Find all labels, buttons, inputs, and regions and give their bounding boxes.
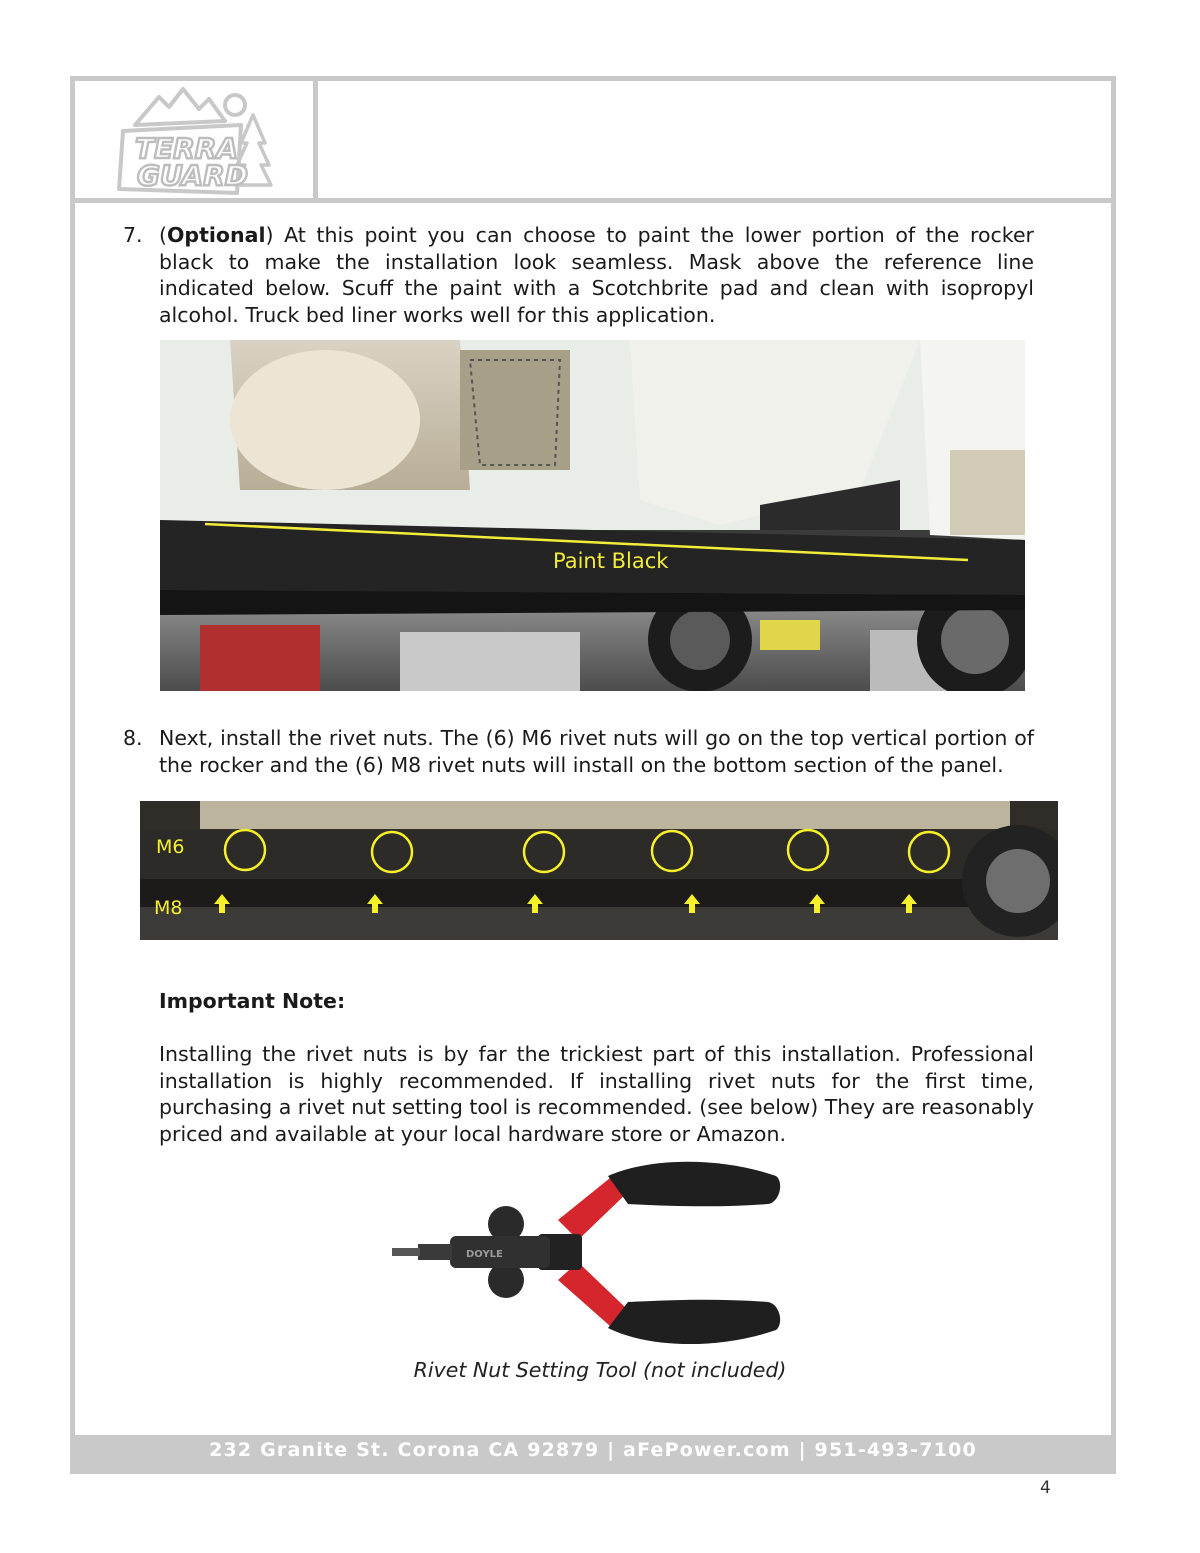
m8-label: M8 bbox=[154, 897, 183, 919]
step-7-paragraph bbox=[123, 222, 1034, 328]
rivet-nut-illustration bbox=[140, 801, 1058, 940]
step-7-number: 7. bbox=[123, 223, 143, 247]
important-note-title: Important Note: bbox=[159, 989, 346, 1013]
terra-guard-logo bbox=[113, 85, 278, 197]
rocker-paint-illustration bbox=[160, 340, 1025, 691]
logo-text-terra: TERRA bbox=[135, 132, 239, 165]
step-7-optional: Optional bbox=[167, 223, 266, 247]
page-number: 4 bbox=[1040, 1478, 1051, 1498]
rivet-nut-tool-image bbox=[388, 1158, 788, 1348]
step-7-text: ) At this point you can choose to paint the lower portion of the rocker black to make the installation look seamless. Mask above the reference line indicated below. Scuff the paint with a Scotchbrite pad and clean with isopropyl alcohol. Truck bed liner works well for this application. bbox=[159, 223, 1034, 327]
rocker-paint-photo bbox=[160, 340, 1025, 691]
important-note-body: Installing the rivet nuts is by far the trickiest part of this installation. Professional installation is highly recommended. If installing rivet nuts for the first time, purchasing a rivet nut setting tool is recommended. (see below) They are reasonably priced and available at your local hardware store or Amazon. bbox=[159, 1042, 1034, 1146]
step-8-number: 8. bbox=[123, 726, 143, 750]
m6-label: M6 bbox=[156, 836, 185, 858]
step-7-open-paren: ( bbox=[159, 223, 167, 247]
header-divider bbox=[313, 81, 318, 198]
footer-contact-text: 232 Granite St. Corona CA 92879 | aFePower.com | 951-493-7100 bbox=[209, 1439, 977, 1461]
page-header bbox=[75, 81, 1111, 203]
step-8-paragraph bbox=[123, 725, 1034, 778]
tool-caption: Rivet Nut Setting Tool (not included) bbox=[413, 1358, 787, 1382]
page-footer bbox=[75, 1435, 1111, 1469]
rivet-nut-locations-photo bbox=[140, 801, 1058, 940]
tool-brand-label: DOYLE bbox=[466, 1249, 503, 1260]
step-8-text: Next, install the rivet nuts. The (6) M6 rivet nuts will go on the top vertical portion of the rocker and the (6) M8 rivet nuts will install on the bottom section of the panel. bbox=[159, 726, 1034, 777]
paint-black-label: Paint Black bbox=[553, 549, 669, 573]
logo-text-guard: GUARD bbox=[137, 159, 248, 192]
